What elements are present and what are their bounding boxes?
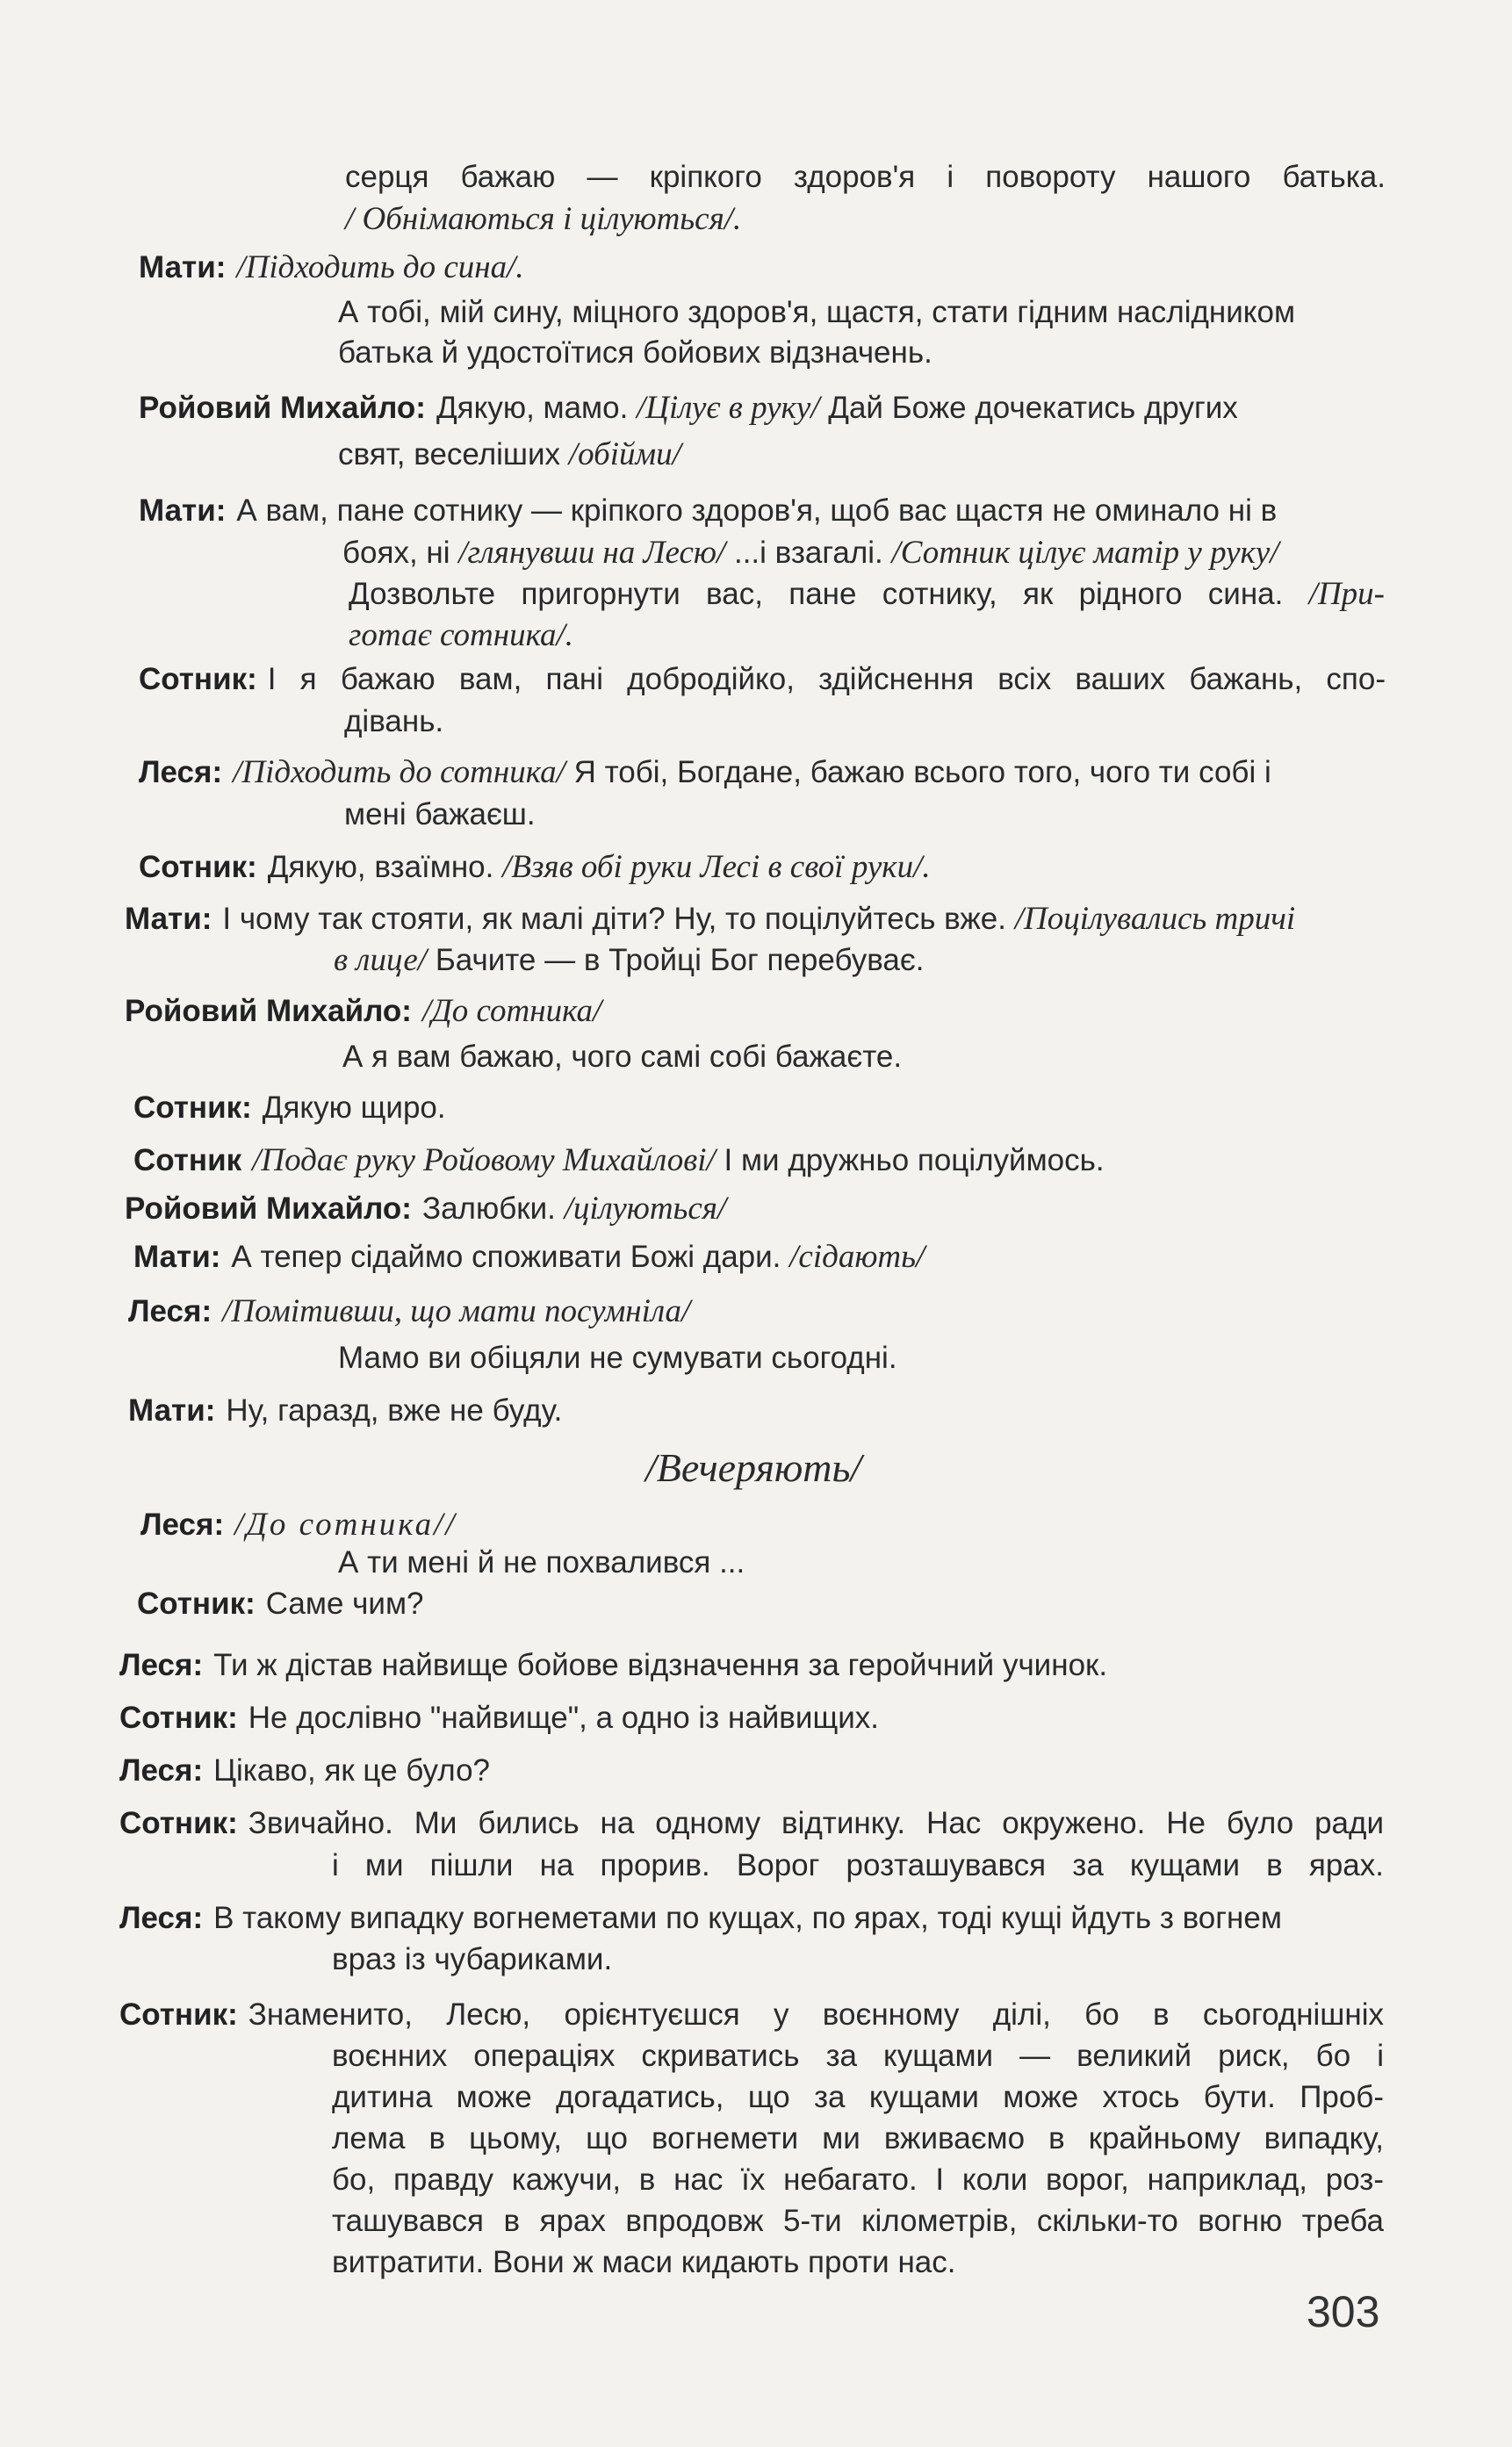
speaker-name: Ройовий Михайло:: [125, 994, 412, 1028]
text-line: лема в цьому, що вогнемети ми вживаємо в крайньому випадку,: [332, 2121, 1384, 2156]
stage-direction-centered: /Вечеряють/: [645, 1445, 862, 1490]
speaker-name: Сотник:: [137, 1587, 256, 1621]
speaker-name: Мати:: [128, 1393, 216, 1428]
speaker-name: Ройовий Михайло:: [125, 1191, 412, 1226]
dialogue-line-lesia: Леся: Цікаво, як це було?: [119, 1753, 491, 1788]
dialogue-line-sotnyk: Сотник: Саме чим?: [137, 1587, 424, 1621]
speaker-name: Сотник: [133, 1143, 242, 1177]
text-line: витратити. Вони ж маси кидають проти нас.: [332, 2245, 956, 2279]
dialogue-line-mother: Мати: А вам, пане сотнику — кріпкого здоров'я, щоб вас щастя не оминало ні в: [139, 493, 1278, 528]
dialogue-line-mother: Мати: А тепер сідаймо споживати Божі дари. /сідають/: [133, 1239, 925, 1275]
dialogue-line-sotnyk: Сотник: Дякую, взаїмно. /Взяв обі руки Лесі в свої руки/.: [139, 849, 931, 885]
text-line: А я вам бажаю, чого самі собі бажаєте.: [342, 1040, 903, 1074]
dialogue-line-sotnyk: Сотник: Не дослівно "найвище", а одно із найвищих.: [119, 1701, 880, 1735]
dialogue-line-mother: Мати: /Підходить до сина/.: [139, 249, 524, 285]
text-line: мені бажаєш.: [344, 797, 536, 831]
dialogue-line-mykhailo: Ройовий Михайло: /До сотника/: [125, 993, 602, 1029]
stage-direction-line: / Обнімаються і цілуються/.: [345, 201, 742, 237]
text-line: батька й удостоїтися бойових відзначень.: [338, 335, 932, 370]
dialogue-line-sotnyk: Сотник: Звичайно. Ми бились на одному відтинку. Нас окружено. Не було ради: [119, 1806, 1384, 1840]
text-line: серця бажаю — кріпкого здоров'я і повороту нашого батька.: [345, 160, 1386, 194]
speaker-name: Мати:: [139, 250, 227, 284]
speaker-name: Сотник:: [139, 662, 257, 696]
speaker-name: Леся:: [128, 1294, 212, 1328]
speaker-name: Леся:: [119, 1753, 204, 1788]
text-line: бо, правду кажучи, в нас їх небагато. І коли ворог, наприклад, роз-: [332, 2163, 1384, 2197]
dialogue-line-mykhailo: Ройовий Михайло: Дякую, мамо. /Цілує в руку/ Дай Боже дочекатись других: [139, 390, 1238, 426]
speaker-name: Сотник:: [119, 1806, 238, 1840]
speaker-name: Леся:: [139, 755, 223, 789]
text-line: Мамо ви обіцяли не сумувати сьогодні.: [338, 1341, 897, 1375]
text-line: А ти мені й не похвалився ...: [338, 1545, 745, 1580]
speaker-name: Сотник:: [119, 1997, 238, 2032]
speaker-name: Ройовий Михайло:: [139, 391, 426, 425]
text-line: ташувався в ярах впродовж 5-ти кілометрів, скільки-то вогню треба: [332, 2204, 1384, 2238]
dialogue-line-lesia: Леся: /До сотника//: [140, 1507, 457, 1543]
text-line: свят, веселіших /обійми/: [338, 436, 681, 472]
dialogue-line-mother: Мати: І чому так стояти, як малі діти? Ну, то поцілуйтесь вже. /Поцілувались тричі: [125, 901, 1296, 937]
text-line: враз із чубариками.: [332, 1942, 613, 1976]
text-line: боях, ні /глянувши на Лесю/ ...і взагалі. /Сотник цілує матір у руку/: [342, 535, 1279, 571]
dialogue-line-lesia: Леся: /Підходить до сотника/ Я тобі, Богдане, бажаю всього того, чого ти собі і: [139, 754, 1271, 790]
speaker-name: Сотник:: [139, 850, 257, 884]
dialogue-line-sotnyk: Сотник: Знаменито, Лесю, орієнтуєшся у воєнному ділі, бо в сьогоднішніх: [119, 1997, 1384, 2032]
speaker-name: Мати:: [125, 902, 212, 936]
dialogue-line-mother: Мати: Ну, гаразд, вже не буду.: [128, 1393, 563, 1428]
speaker-name: Мати:: [133, 1240, 221, 1274]
dialogue-line-sotnyk: Сотник /Подає руку Ройовому Михайлові/ І ми дружньо поцілуймось.: [133, 1142, 1105, 1178]
text-line: воєнних операціях скриватись за кущами — великий риск, бо і: [332, 2039, 1384, 2073]
dialogue-line-lesia: Леся: Ти ж дістав найвище бойове відзначення за геройчний учинок.: [119, 1648, 1108, 1682]
text-line: дівань.: [344, 704, 444, 738]
text-line: А тобі, мій сину, міцного здоров'я, щастя, стати гідним наслідником: [338, 295, 1296, 329]
speaker-name: Леся:: [119, 1648, 204, 1682]
text-line: в лице/ Бачите — в Тройці Бог перебуває.: [334, 942, 925, 978]
text-line: дитина може догадатись, що за кущами може хтось бути. Проб-: [332, 2080, 1384, 2114]
text-line: Дозвольте пригорнути вас, пане сотнику, як рідного сина. /При-: [349, 576, 1385, 612]
speaker-name: Сотник:: [119, 1701, 238, 1735]
speaker-name: Леся:: [119, 1901, 204, 1935]
speaker-name: Сотник:: [133, 1090, 252, 1125]
text-line: і ми пішли на прорив. Ворог розташувався за кущами в ярах.: [332, 1848, 1384, 1882]
dialogue-line-sotnyk: Сотник: І я бажаю вам, пані добродійко, здійснення всіх ваших бажань, спо-: [139, 662, 1386, 696]
speaker-name: Мати:: [139, 493, 227, 528]
dialogue-line-mykhailo: Ройовий Михайло: Залюбки. /цілуються/: [125, 1191, 727, 1227]
page-number: 303: [1307, 2287, 1380, 2336]
dialogue-line-lesia: Леся: В такому випадку вогнеметами по кущах, по ярах, тоді кущі йдуть з вогнем: [119, 1901, 1282, 1935]
speaker-name: Леся:: [140, 1508, 225, 1542]
stage-direction-line: готає сотника/.: [349, 617, 573, 653]
dialogue-line-lesia: Леся: /Помітивши, що мати посумніла/: [128, 1293, 691, 1329]
dialogue-line-sotnyk: Сотник: Дякую щиро.: [133, 1090, 446, 1125]
